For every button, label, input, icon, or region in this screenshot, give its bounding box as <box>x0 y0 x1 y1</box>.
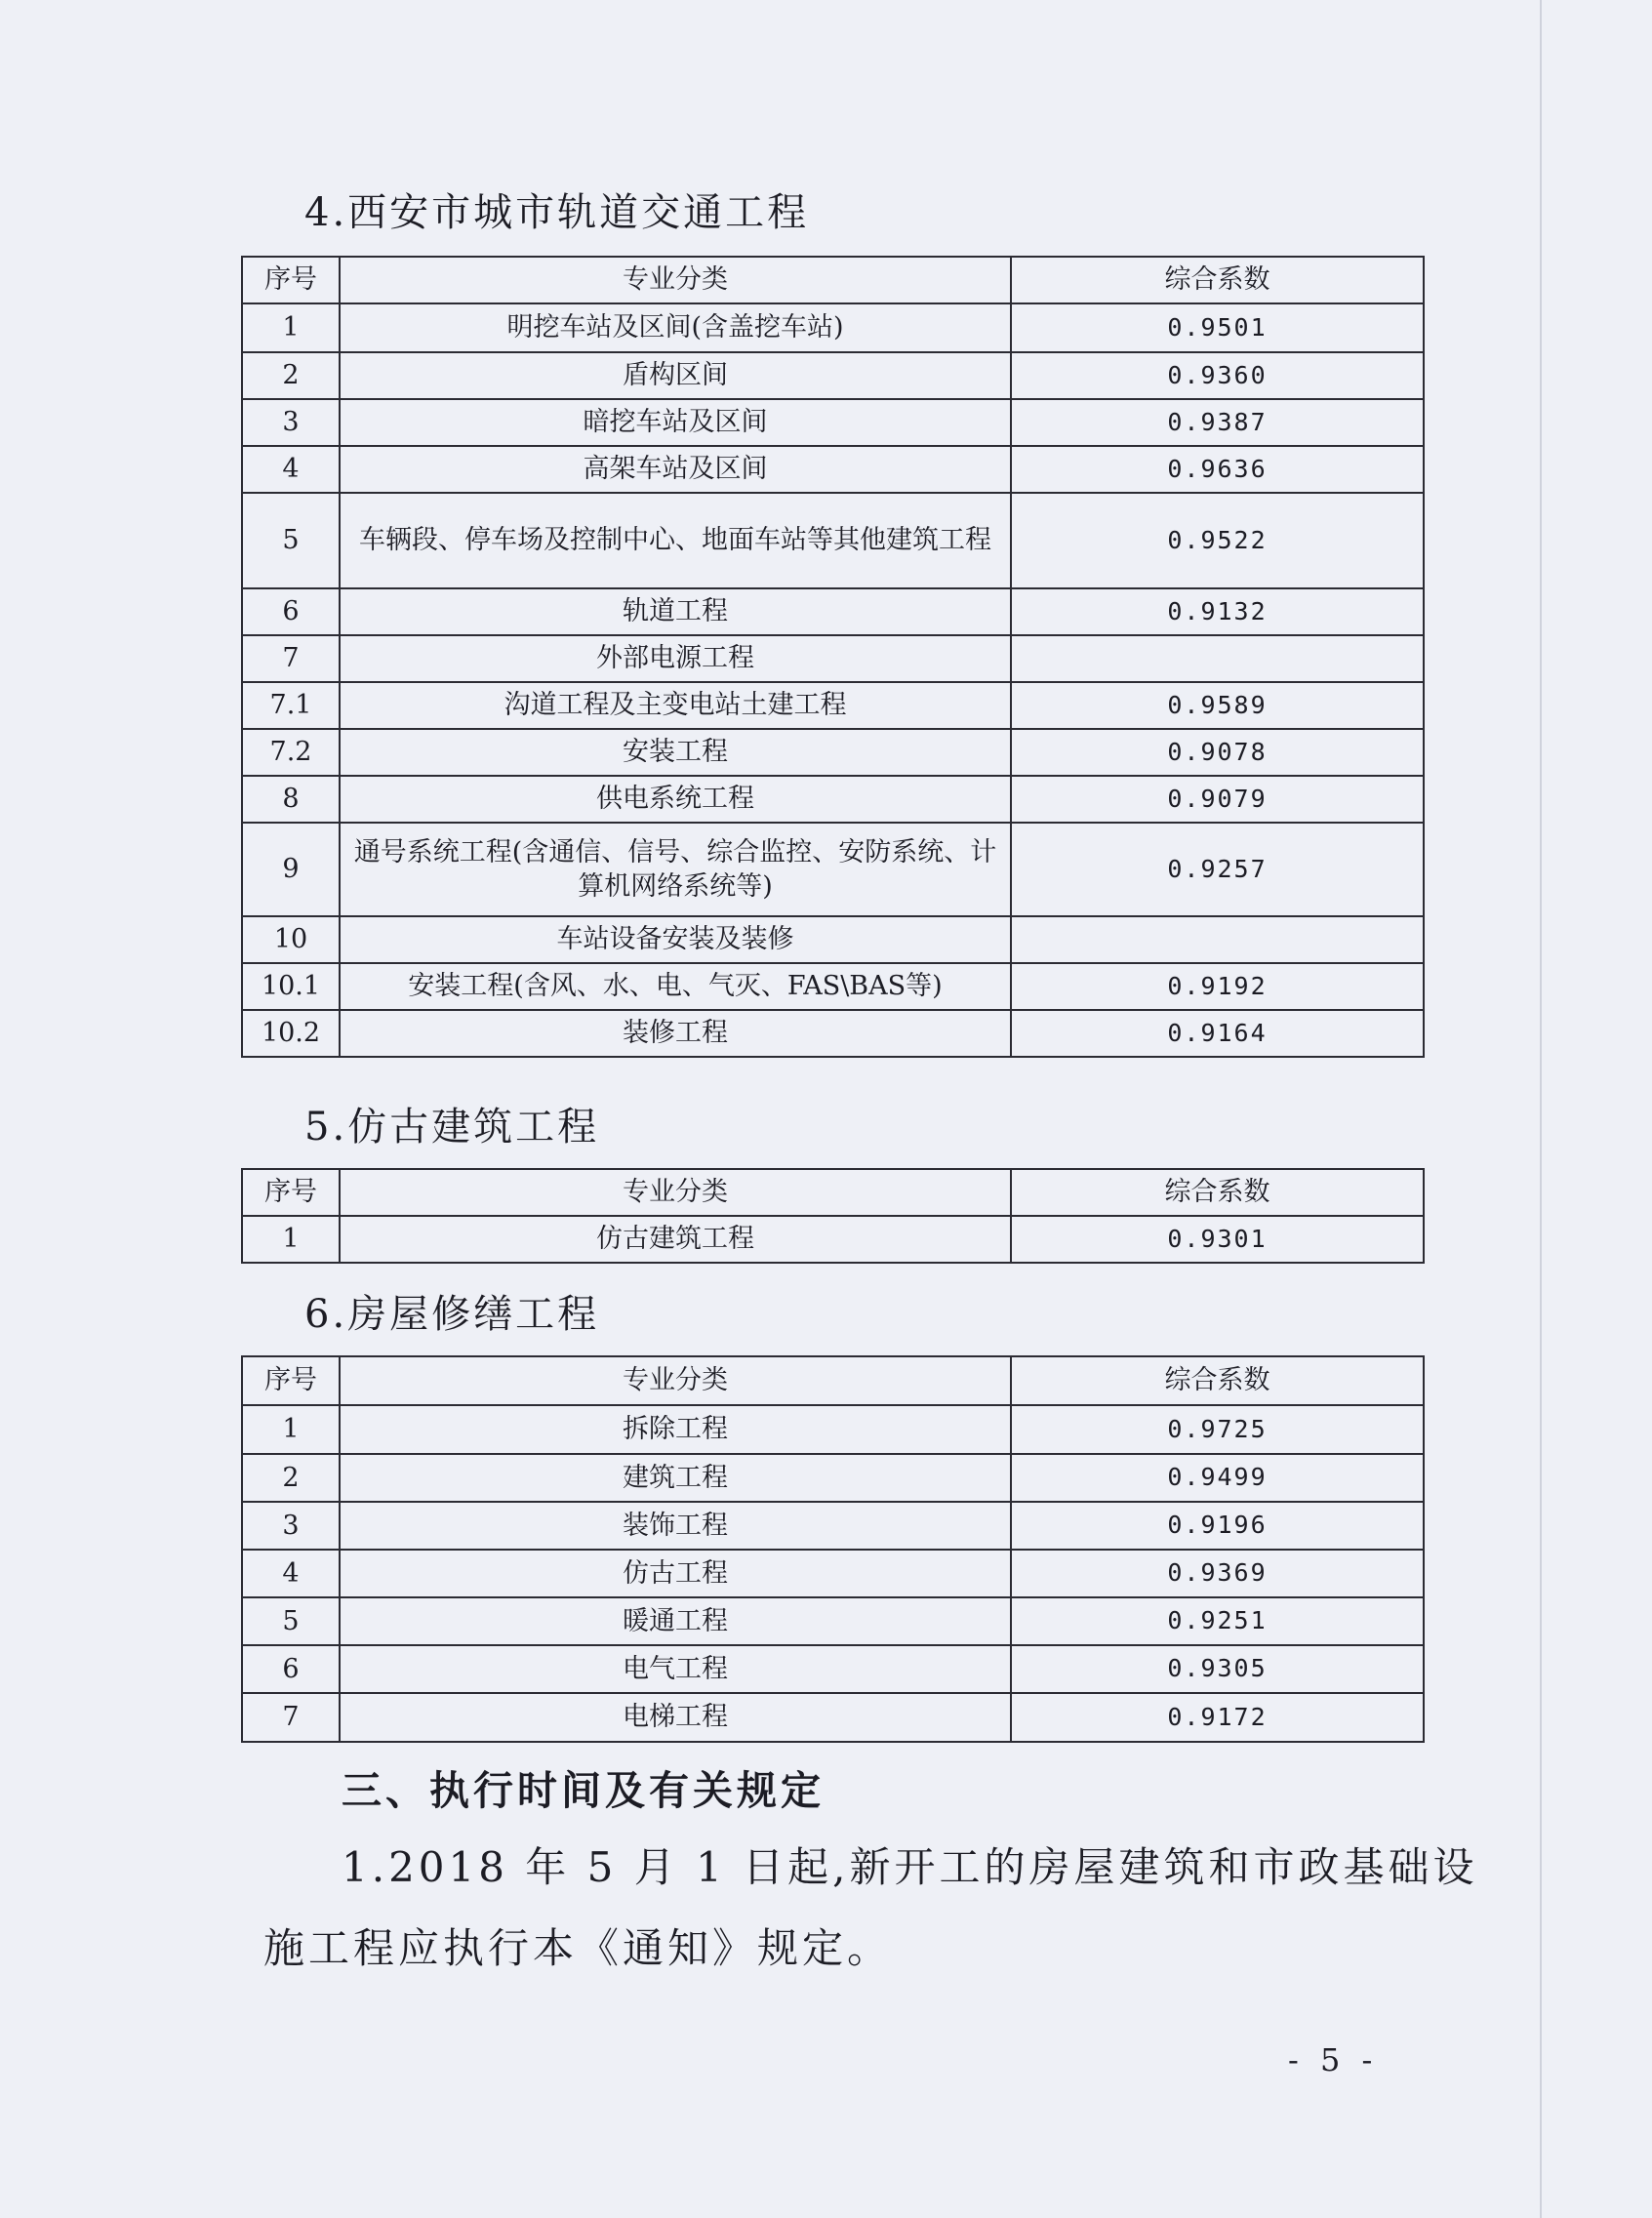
table-header-row <box>242 1356 1424 1405</box>
header-category: 专业分类 <box>340 1356 1011 1405</box>
row-coef-cell: 0.9360 <box>1011 352 1424 399</box>
table-antique-building <box>241 1168 1425 1264</box>
row-coef-cell: 0.9078 <box>1011 729 1424 776</box>
row-no-cell: 3 <box>242 1502 340 1550</box>
row-coef-cell: 0.9387 <box>1011 399 1424 446</box>
table-row <box>242 1597 1424 1645</box>
row-no-cell: 4 <box>242 1550 340 1597</box>
row-coef-cell <box>1011 916 1424 963</box>
table-house-repair <box>241 1355 1425 1743</box>
table-row <box>242 823 1424 916</box>
row-category-cell: 仿古建筑工程 <box>340 1216 1011 1263</box>
table-row <box>242 1550 1424 1597</box>
row-no-cell: 2 <box>242 1454 340 1502</box>
header-coef: 综合系数 <box>1011 257 1424 303</box>
row-category-cell: 轨道工程 <box>340 588 1011 635</box>
table-header-row <box>242 257 1424 303</box>
row-category-cell: 电梯工程 <box>340 1693 1011 1742</box>
row-coef-cell: 0.9132 <box>1011 588 1424 635</box>
table-row <box>242 1454 1424 1502</box>
table-row <box>242 493 1424 588</box>
row-no-cell: 9 <box>242 823 340 916</box>
row-no-cell: 1 <box>242 1216 340 1263</box>
table-body <box>242 1405 1424 1742</box>
table-body <box>242 1216 1424 1263</box>
section-heading-execution-time: 三、执行时间及有关规定 <box>342 1767 825 1814</box>
row-no-cell: 10 <box>242 916 340 963</box>
table-row <box>242 776 1424 823</box>
row-no-cell: 7 <box>242 635 340 682</box>
header-category: 专业分类 <box>340 1169 1011 1216</box>
row-no-cell: 4 <box>242 446 340 493</box>
section-6-title: 6.房屋修缮工程 <box>304 1292 600 1337</box>
row-category-cell: 车站设备安装及装修 <box>340 916 1011 963</box>
header-no: 序号 <box>242 257 340 303</box>
row-category-cell: 拆除工程 <box>340 1405 1011 1454</box>
table-row <box>242 399 1424 446</box>
row-category-cell: 供电系统工程 <box>340 776 1011 823</box>
row-category-cell: 安装工程 <box>340 729 1011 776</box>
header-no: 序号 <box>242 1356 340 1405</box>
table-row <box>242 963 1424 1010</box>
row-coef-cell: 0.9164 <box>1011 1010 1424 1057</box>
paragraph-line-2: 施工程应执行本《通知》规定。 <box>263 1924 893 1972</box>
row-no-cell: 5 <box>242 1597 340 1645</box>
section-5-title: 5.仿古建筑工程 <box>304 1105 600 1149</box>
row-coef-cell: 0.9725 <box>1011 1405 1424 1454</box>
row-coef-cell: 0.9257 <box>1011 823 1424 916</box>
table-row <box>242 352 1424 399</box>
row-no-cell: 7.1 <box>242 682 340 729</box>
row-no-cell: 10.2 <box>242 1010 340 1057</box>
table-row <box>242 1645 1424 1693</box>
row-category-cell: 沟道工程及主变电站土建工程 <box>340 682 1011 729</box>
section-4-title: 4.西安市城市轨道交通工程 <box>304 190 810 235</box>
row-no-cell: 1 <box>242 1405 340 1454</box>
row-category-cell: 通号系统工程(含通信、信号、综合监控、安防系统、计算机网络系统等) <box>340 823 1011 916</box>
row-no-cell: 7.2 <box>242 729 340 776</box>
row-coef-cell: 0.9522 <box>1011 493 1424 588</box>
table-body <box>242 303 1424 1057</box>
table-row <box>242 1010 1424 1057</box>
row-no-cell: 7 <box>242 1693 340 1742</box>
row-coef-cell: 0.9196 <box>1011 1502 1424 1550</box>
header-no: 序号 <box>242 1169 340 1216</box>
row-coef-cell <box>1011 635 1424 682</box>
row-category-cell: 建筑工程 <box>340 1454 1011 1502</box>
row-category-cell: 暖通工程 <box>340 1597 1011 1645</box>
row-category-cell: 外部电源工程 <box>340 635 1011 682</box>
row-coef-cell: 0.9301 <box>1011 1216 1424 1263</box>
table-row <box>242 916 1424 963</box>
header-category: 专业分类 <box>340 257 1011 303</box>
page-number: - 5 - <box>1288 2041 1379 2078</box>
row-category-cell: 装修工程 <box>340 1010 1011 1057</box>
table-row <box>242 1216 1424 1263</box>
row-no-cell: 5 <box>242 493 340 588</box>
scan-edge-line <box>1540 0 1542 2218</box>
row-no-cell: 2 <box>242 352 340 399</box>
row-no-cell: 3 <box>242 399 340 446</box>
table-row <box>242 1693 1424 1742</box>
row-no-cell: 8 <box>242 776 340 823</box>
table-row <box>242 303 1424 352</box>
row-coef-cell: 0.9079 <box>1011 776 1424 823</box>
row-no-cell: 10.1 <box>242 963 340 1010</box>
row-category-cell: 明挖车站及区间(含盖挖车站) <box>340 303 1011 352</box>
paragraph-line-1: 1.2018 年 5 月 1 日起,新开工的房屋建筑和市政基础设 <box>342 1843 1478 1891</box>
row-category-cell: 高架车站及区间 <box>340 446 1011 493</box>
header-coef: 综合系数 <box>1011 1356 1424 1405</box>
row-coef-cell: 0.9369 <box>1011 1550 1424 1597</box>
row-category-cell: 装饰工程 <box>340 1502 1011 1550</box>
row-coef-cell: 0.9172 <box>1011 1693 1424 1742</box>
table-row <box>242 729 1424 776</box>
table-row <box>242 682 1424 729</box>
table-row <box>242 1405 1424 1454</box>
row-no-cell: 1 <box>242 303 340 352</box>
table-row <box>242 635 1424 682</box>
table-row <box>242 1502 1424 1550</box>
row-category-cell: 安装工程(含风、水、电、气灭、FAS\BAS等) <box>340 963 1011 1010</box>
table-header-row <box>242 1169 1424 1216</box>
row-coef-cell: 0.9251 <box>1011 1597 1424 1645</box>
header-coef: 综合系数 <box>1011 1169 1424 1216</box>
row-category-cell: 仿古工程 <box>340 1550 1011 1597</box>
row-category-cell: 电气工程 <box>340 1645 1011 1693</box>
row-no-cell: 6 <box>242 1645 340 1693</box>
table-row <box>242 588 1424 635</box>
table-row <box>242 446 1424 493</box>
row-no-cell: 6 <box>242 588 340 635</box>
row-category-cell: 车辆段、停车场及控制中心、地面车站等其他建筑工程 <box>340 493 1011 588</box>
row-coef-cell: 0.9192 <box>1011 963 1424 1010</box>
row-coef-cell: 0.9305 <box>1011 1645 1424 1693</box>
row-coef-cell: 0.9499 <box>1011 1454 1424 1502</box>
row-category-cell: 暗挖车站及区间 <box>340 399 1011 446</box>
row-coef-cell: 0.9589 <box>1011 682 1424 729</box>
row-category-cell: 盾构区间 <box>340 352 1011 399</box>
row-coef-cell: 0.9636 <box>1011 446 1424 493</box>
table-rail-transit <box>241 256 1425 1058</box>
row-coef-cell: 0.9501 <box>1011 303 1424 352</box>
